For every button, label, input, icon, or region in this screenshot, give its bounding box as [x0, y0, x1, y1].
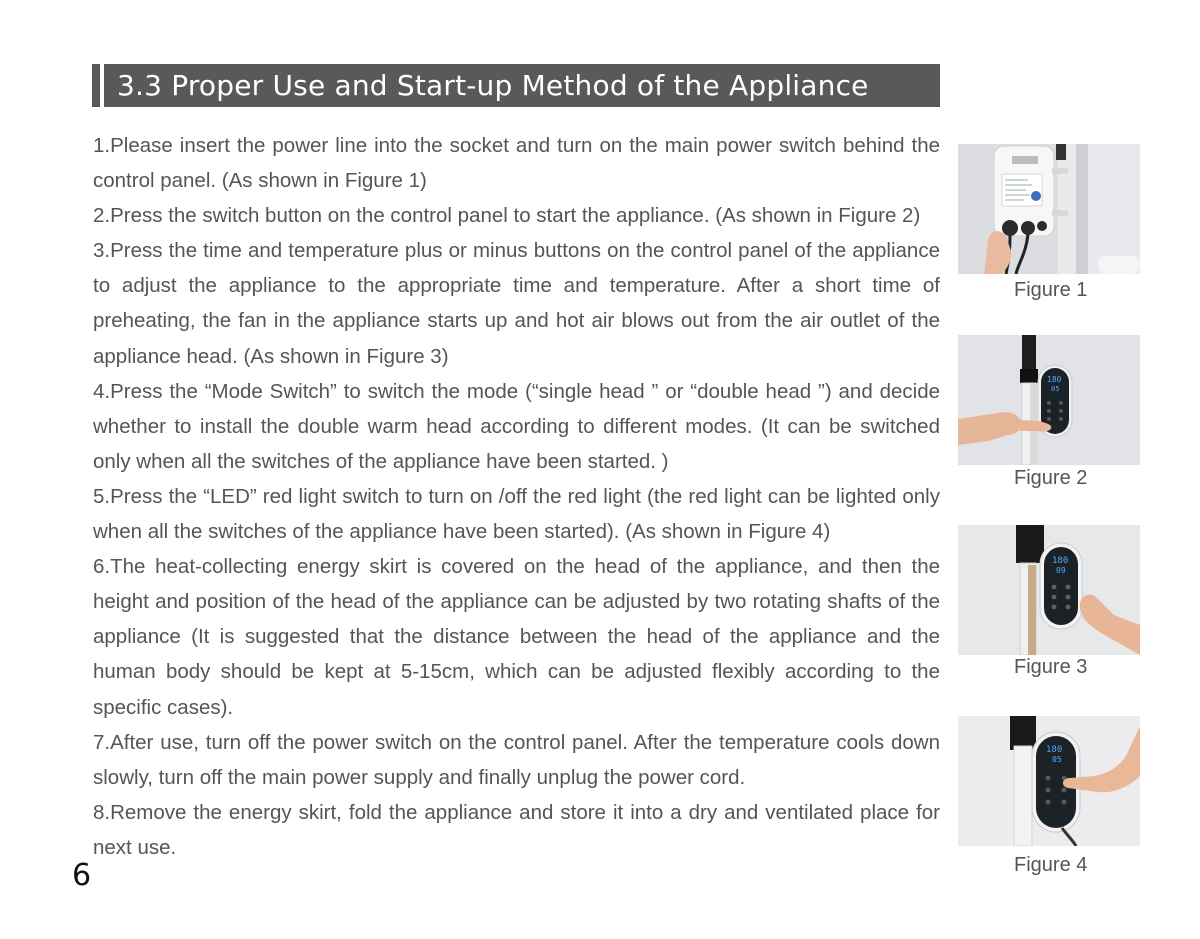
step-4: 4.Press the “Mode Switch” to switch the mode (“single head ” or “double head ”) and decide whether to install the double warm head according to different modes. (It can be switched only when all the switches of the appliance have been started. )	[93, 379, 940, 473]
figure-4-temp-display: 180	[1046, 745, 1063, 755]
figure-4-caption: Figure 4	[1014, 854, 1088, 876]
figure-3-caption: Figure 3	[1014, 656, 1088, 678]
step-1: 1.Please insert the power line into the socket and turn on the main power switch behind the control panel. (As shown in Figure 1)	[93, 134, 940, 193]
step-3: 3.Press the time and temperature plus or minus buttons on the control panel of the appliance to adjust the appliance to the appropriate time and temperature. After a short time of preheating, the fan in the appliance starts up and hot air blows out from the air outlet of the appliance head. (As shown in Figure 3)	[93, 239, 940, 368]
figure-1-caption: Figure 1	[1014, 279, 1088, 301]
instructions-body	[93, 128, 940, 865]
figure-3-photo	[958, 525, 1140, 655]
page-number: 6	[72, 858, 92, 893]
figure-4-time-display: 05	[1052, 755, 1062, 764]
figure-2-temp-display: 180	[1047, 375, 1062, 384]
section-title: 3.3 Proper Use and Start-up Method of the Appliance	[117, 69, 869, 102]
step-5: 5.Press the “LED” red light switch to turn on /off the red light (the red light can be lighted only when all the switches of the appliance have been started). (As shown in Figure 4)	[93, 484, 940, 544]
step-6: 6.The heat-collecting energy skirt is covered on the head of the appliance, and then the height and position of the head of the appliance can be adjusted by two rotating shafts of the appliance (It is suggested that the distance between the head of the appliance and the human body should be kept at 5-15cm, which can be adjusted flexibly according to the specific cases).	[93, 555, 940, 719]
header-accent-bar	[92, 64, 104, 107]
figure-2-photo	[958, 335, 1140, 465]
figure-1-photo	[958, 144, 1140, 274]
figure-3-temp-display: 180	[1052, 556, 1069, 566]
figure-3-time-display: 09	[1056, 566, 1066, 575]
figure-2-time-display: 05	[1051, 385, 1060, 393]
step-2: 2.Press the switch button on the control panel to start the appliance. (As shown in Figure 2)	[93, 204, 921, 228]
section-header	[92, 64, 940, 107]
step-8: 8.Remove the energy skirt, fold the appliance and store it into a dry and ventilated place for next use.	[93, 800, 940, 859]
step-7: 7.After use, turn off the power switch on the control panel. After the temperature cools down slowly, turn off the main power supply and finally unplug the power cord.	[93, 730, 940, 789]
figure-2-caption: Figure 2	[1014, 467, 1088, 489]
figure-4-photo	[958, 716, 1140, 846]
